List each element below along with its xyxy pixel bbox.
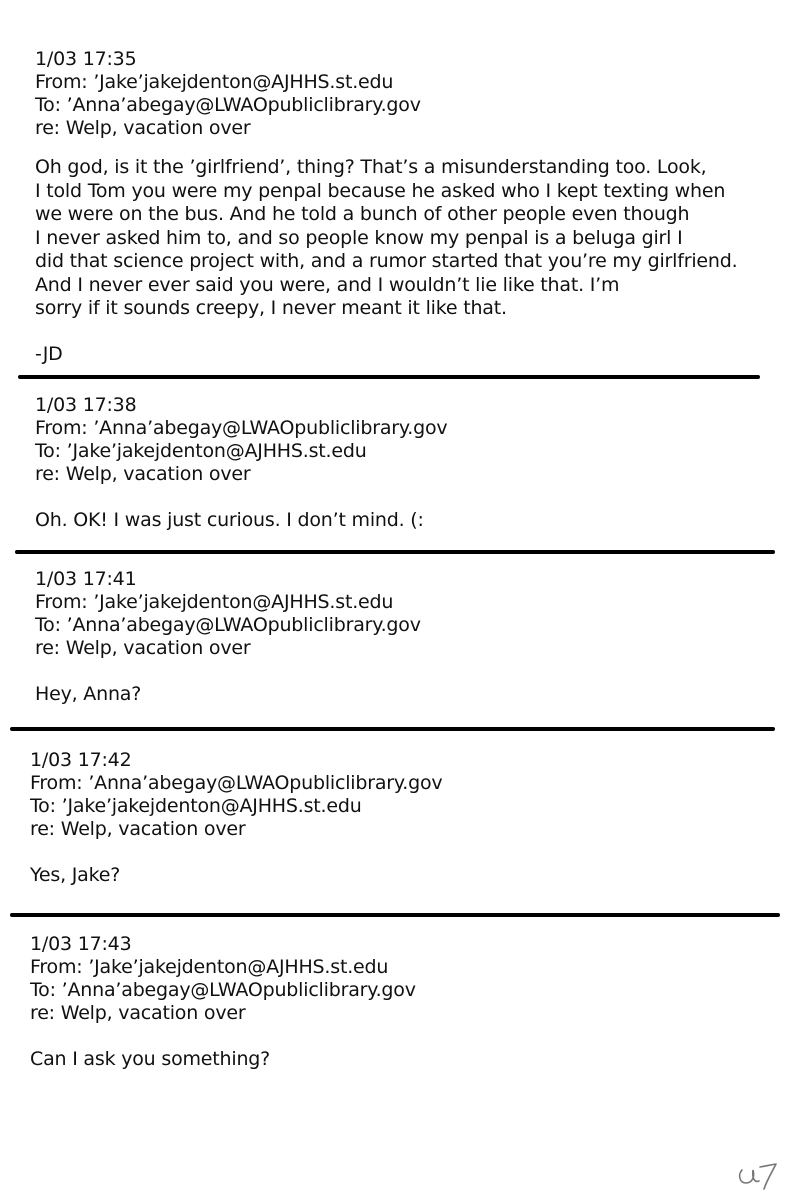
email-body-line: sorry if it sounds creepy, I never meant it like that. bbox=[35, 297, 507, 319]
email-to: To: ’Anna’abegay@LWAOpubliclibrary.gov bbox=[35, 614, 421, 636]
email-subject: re: Welp, vacation over bbox=[35, 637, 251, 659]
email-body bbox=[35, 509, 447, 533]
email-body bbox=[35, 156, 737, 321]
email-to: To: ’Jake’jakejdenton@AJHHS.st.edu bbox=[30, 795, 362, 817]
email-from: From: ’Anna’abegay@LWAOpubliclibrary.gov bbox=[35, 417, 448, 439]
email-message-1 bbox=[35, 48, 737, 366]
email-from: From: ’Jake’jakejdenton@AJHHS.st.edu bbox=[30, 956, 389, 978]
message-divider bbox=[18, 375, 760, 379]
email-subject: re: Welp, vacation over bbox=[35, 117, 251, 139]
email-body-line: Hey, Anna? bbox=[35, 683, 142, 705]
email-message-5 bbox=[30, 933, 416, 1072]
email-body-line: we were on the bus. And he told a bunch of other people even though bbox=[35, 203, 690, 225]
email-date: 1/03 17:41 bbox=[35, 568, 137, 590]
email-signature: -JD bbox=[35, 342, 63, 365]
email-message-2 bbox=[35, 394, 447, 533]
email-to: To: ’Anna’abegay@LWAOpubliclibrary.gov bbox=[30, 979, 416, 1001]
email-from: From: ’Anna’abegay@LWAOpubliclibrary.gov bbox=[30, 772, 443, 794]
email-subject: re: Welp, vacation over bbox=[30, 818, 246, 840]
artist-signature-icon bbox=[734, 1156, 782, 1192]
email-body-line: did that science project with, and a rumor started that you’re my girlfriend. bbox=[35, 250, 738, 272]
email-subject: re: Welp, vacation over bbox=[35, 463, 251, 485]
email-body-line: And I never ever said you were, and I wouldn’t lie like that. I’m bbox=[35, 273, 620, 296]
email-body-line: Can I ask you something? bbox=[30, 1048, 271, 1070]
message-divider bbox=[10, 727, 775, 731]
email-body-line: Oh. OK! I was just curious. I don’t mind. (: bbox=[35, 509, 424, 531]
email-body-line: I never asked him to, and so people know my penpal is a beluga girl I bbox=[35, 226, 683, 249]
message-divider bbox=[15, 550, 775, 554]
email-body bbox=[35, 683, 421, 707]
email-from: From: ’Jake’jakejdenton@AJHHS.st.edu bbox=[35, 71, 394, 93]
email-body-line: Yes, Jake? bbox=[30, 864, 121, 886]
email-body-line: I told Tom you were my penpal because he asked who I kept texting when bbox=[35, 179, 726, 202]
email-body bbox=[30, 864, 442, 888]
email-date: 1/03 17:43 bbox=[30, 933, 132, 955]
email-date: 1/03 17:38 bbox=[35, 394, 137, 416]
email-body-line: Oh god, is it the ’girlfriend’, thing? That’s a misunderstanding too. Look, bbox=[35, 156, 707, 178]
email-message-3 bbox=[35, 568, 421, 707]
email-to: To: ’Jake’jakejdenton@AJHHS.st.edu bbox=[35, 440, 367, 462]
message-divider bbox=[10, 913, 780, 917]
email-to: To: ’Anna’abegay@LWAOpubliclibrary.gov bbox=[35, 94, 421, 116]
email-body bbox=[30, 1048, 416, 1072]
email-from: From: ’Jake’jakejdenton@AJHHS.st.edu bbox=[35, 591, 394, 613]
email-date: 1/03 17:42 bbox=[30, 749, 132, 771]
email-subject: re: Welp, vacation over bbox=[30, 1002, 246, 1024]
email-message-4 bbox=[30, 749, 442, 888]
email-date: 1/03 17:35 bbox=[35, 48, 137, 70]
